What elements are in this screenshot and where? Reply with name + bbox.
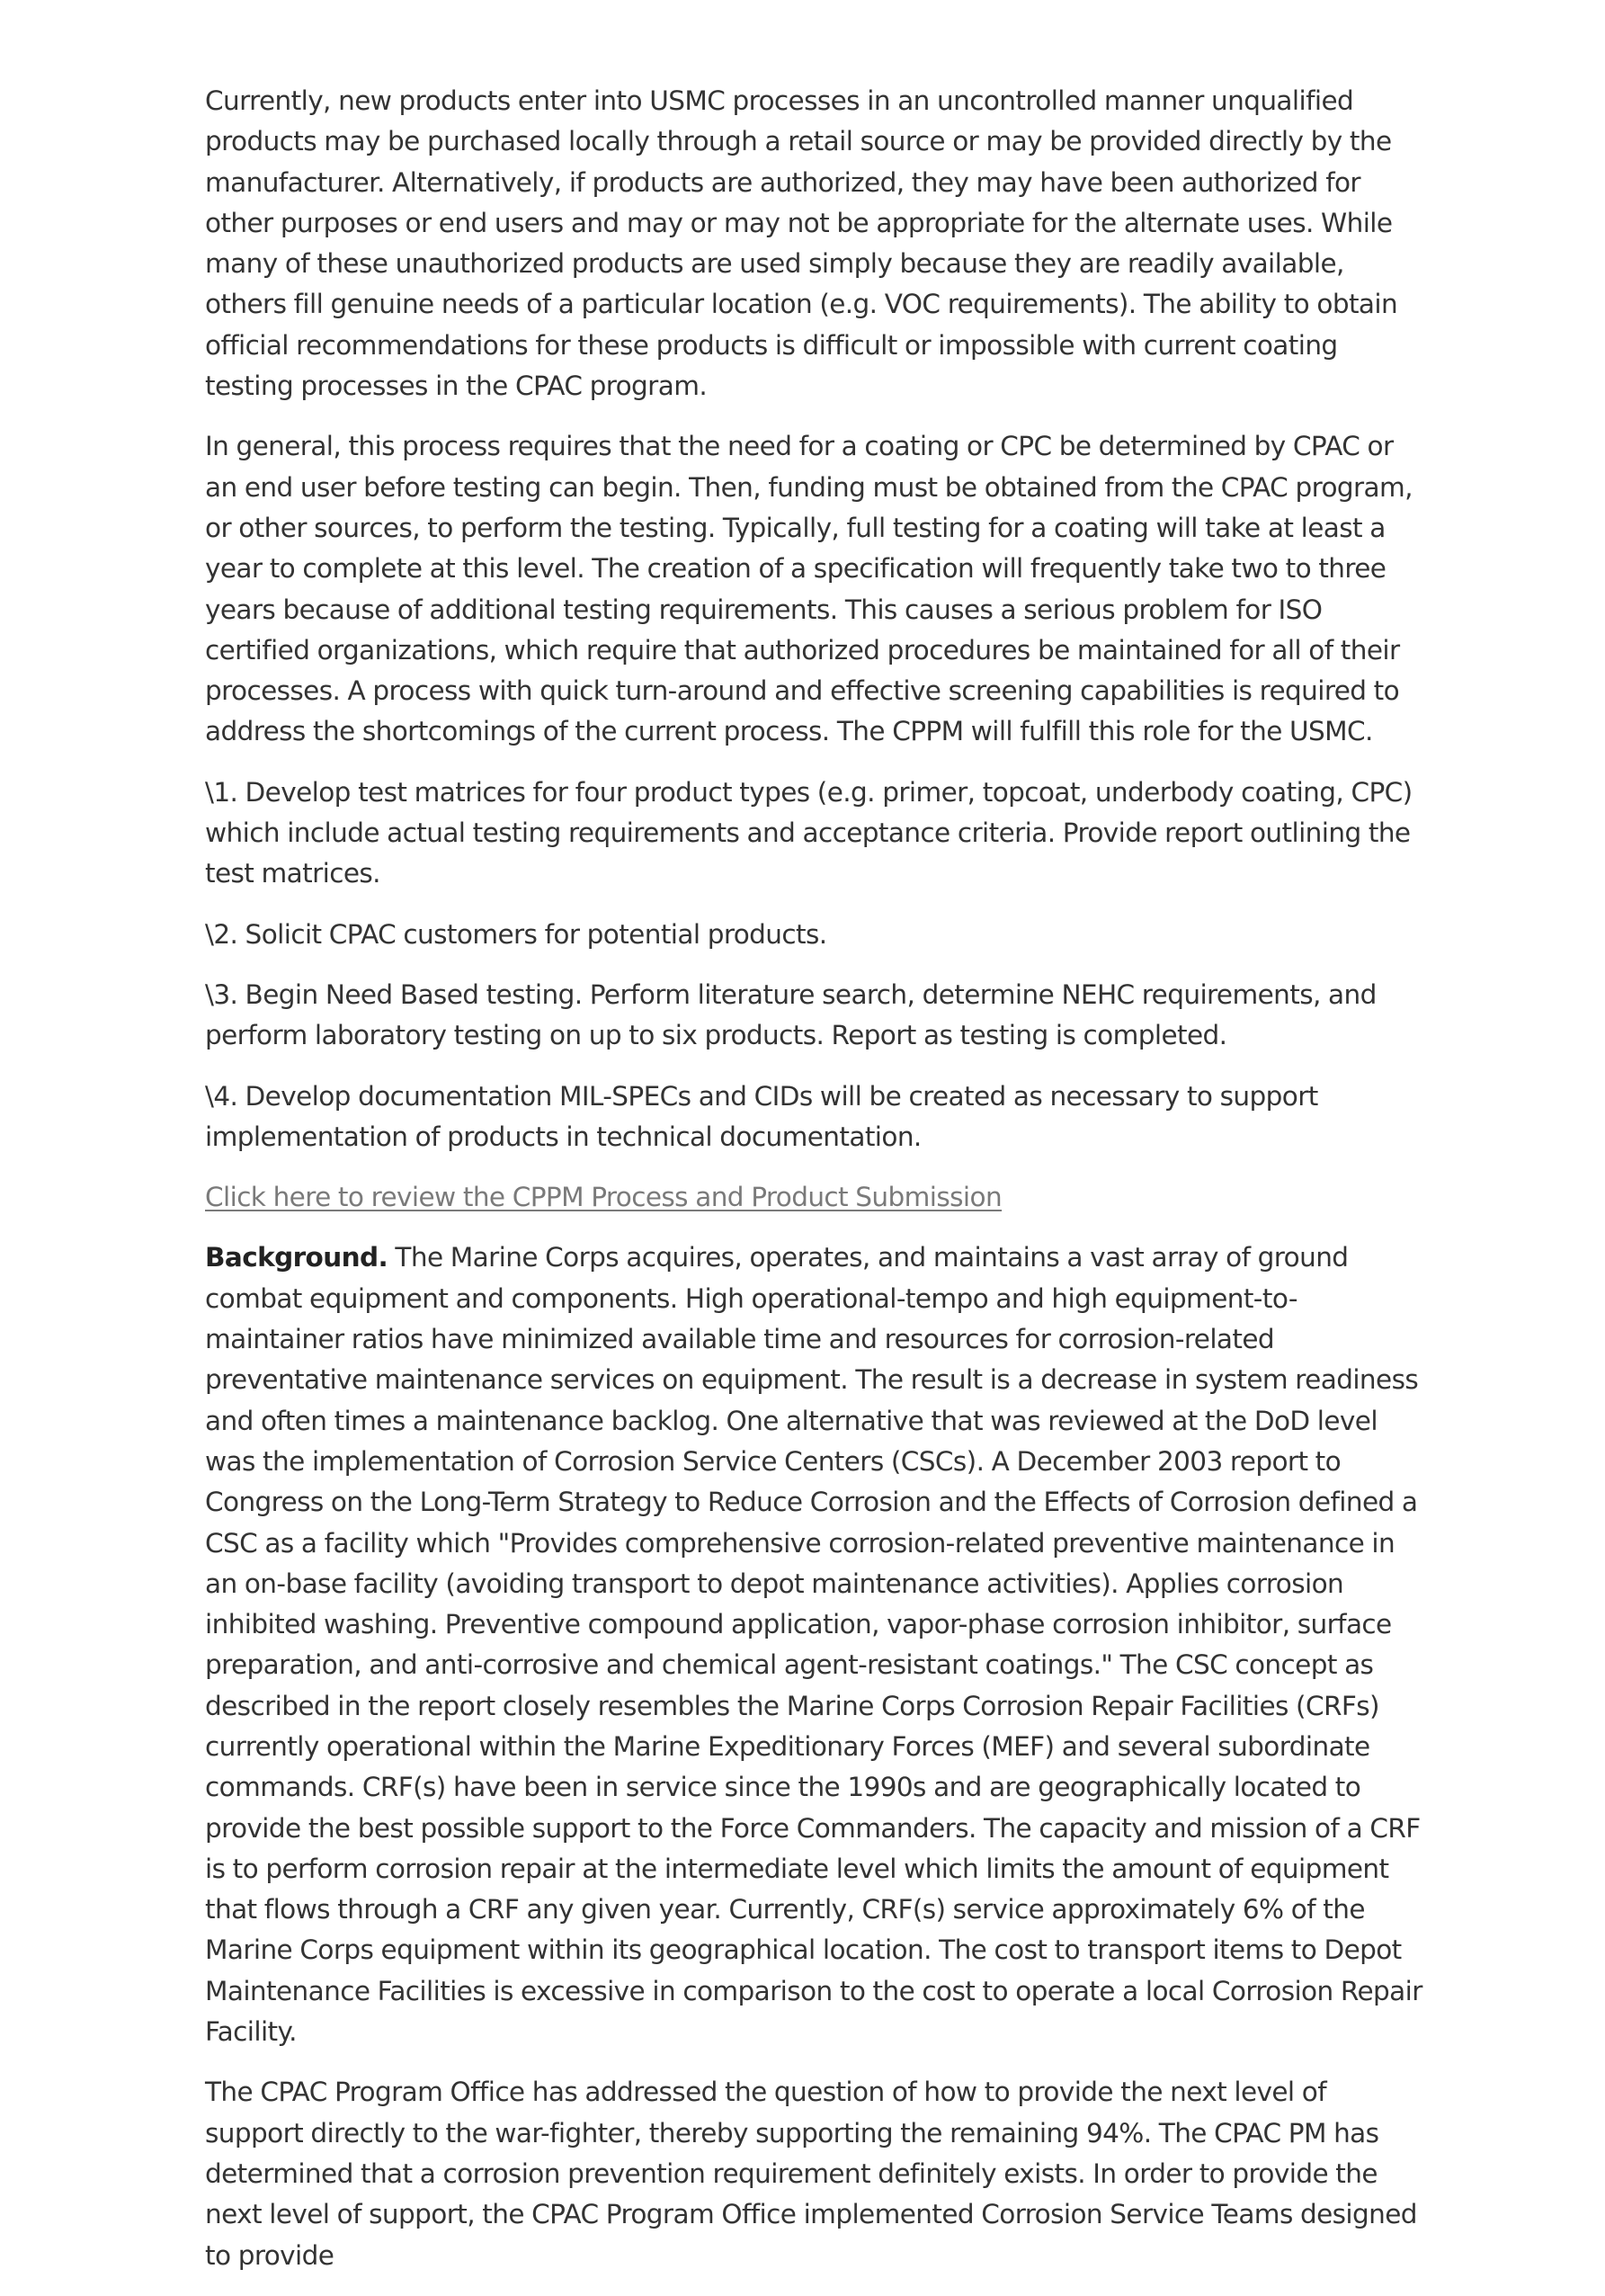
- cppm-process-link[interactable]: Click here to review the CPPM Process and Product Submission: [205, 1182, 1003, 1213]
- step-item-2: \2. Solicit CPAC customers for potential products.: [205, 918, 827, 950]
- background-text: The Marine Corps acquires, operates, and maintains a vast array of ground combat equipment and components. High operational-tempo and high equipment-to-maintainer ratios have minimized available time and resources for corrosion-related preventative maintenance services on equipment. The result is a decrease in system readiness and often times a maintenance backlog. One alternative that was reviewed at the DoD level was the implementation of Corrosion Service Centers (CSCs). A December 2003 report to Congress on the Long-Term Strategy to Reduce Corrosion and the Effects of Corrosion defined a CSC as a facility which "Provides comprehensive corrosion-related preventive maintenance in an on-base facility (avoiding transport to depot maintenance activities). Applies corrosion inhibited washing. Preventive compound application, vapor-phase corrosion inhibitor, surface preparation, and anti-corrosive and chemical agent-resistant coatings." The CSC concept as described in the report closely resembles the Marine Corps Corrosion Repair Facilities (CRFs) currently operational within the Marine Expeditionary Forces (MEF) and several subordinate commands. CRF(s) have been in service since the 1990s and are geographically located to provide the best possible support to the Force Commanders. The capacity and mission of a CRF is to perform corrosion repair at the intermediate level which limits the amount of equipment that flows through a CRF any given year. Currently, CRF(s) service approximately 6% of the Marine Corps equipment within its geographical location. The cost to transport items to Depot Maintenance Facilities is excessive in comparison to the cost to operate a local Corrosion Repair Facility.: [205, 1242, 1422, 2048]
- step-item-4: \4. Develop documentation MIL-SPECs and CIDs will be created as necessary to support implementation of products in technical documentation.: [205, 1080, 1318, 1152]
- step-item-3: \3. Begin Need Based testing. Perform literature search, determine NEHC requirements, and perform laboratory testing on up to six products. Report as testing is completed.: [205, 978, 1377, 1051]
- paragraph-current-process: Currently, new products enter into USMC processes in an uncontrolled manner unqualified products may be purchased locally through a retail source or may be provided directly by the manufacturer. Alternatively, if products are authorized, they may have been authorized for other purposes or end users and may or may not be appropriate for the alternate uses. While many of these unauthorized products are used simply because they are readily available, others fill genuine needs of a particular location (e.g. VOC requirements). The ability to obtain official recommendations for these products is difficult or impossible with current coating testing processes in the CPAC program.: [205, 85, 1398, 402]
- paragraph-general-process: In general, this process requires that the need for a coating or CPC be determined by CPAC or an end user before testing can begin. Then, funding must be obtained from the CPAC program, or other sources, to perform the testing. Typically, full testing for a coating will take at least a year to complete at this level. The creation of a specification will frequently take two to three years because of additional testing requirements. This causes a serious problem for ISO certified organizations, which require that authorized procedures be maintained for all of their processes. A process with quick turn-around and effective screening capabilities is required to address the shortcomings of the current process. The CPPM will fulfill this role for the USMC.: [205, 431, 1413, 747]
- document-body: [205, 81, 1423, 2296]
- paragraph-closing: The CPAC Program Office has addressed the question of how to provide the next level of support directly to the war-fighter, thereby supporting the remaining 94%. The CPAC PM has determined that a corrosion prevention requirement definitely exists. In order to provide the next level of support, the CPAC Program Office implemented Corrosion Service Teams designed to provide: [205, 2077, 1417, 2271]
- link-paragraph: [205, 1177, 1423, 1218]
- background-label: Background.: [205, 1242, 388, 1273]
- step-item-1: \1. Develop test matrices for four product types (e.g. primer, topcoat, underbody coating, CPC) which include actual testing requirements and acceptance criteria. Provide report outlining the test matrices.: [205, 776, 1413, 889]
- paragraph-background: [205, 1237, 1423, 2052]
